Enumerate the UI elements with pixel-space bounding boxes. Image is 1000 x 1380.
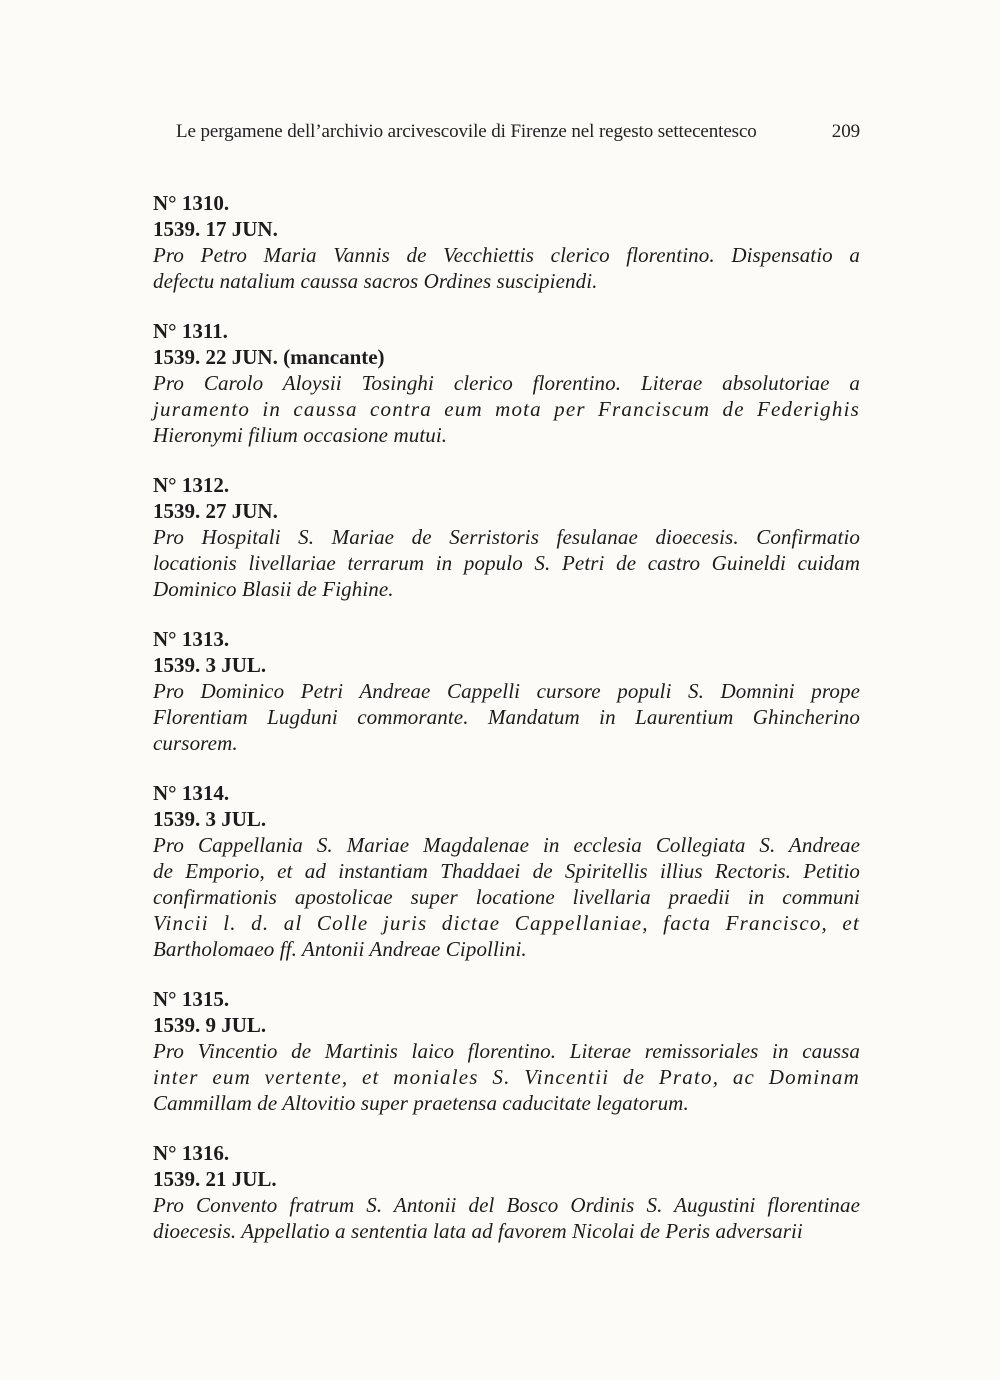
entry-text-line: inter eum vertente, et moniales S. Vincentii de Prato, ac Dominam [153,1065,860,1089]
entry-date: 1539. 21 JUL. [153,1167,277,1191]
entry-text-line: de Emporio, et ad instantiam Thaddaei de Spiritellis illius Rectoris. Petitio [153,859,860,883]
entry-text [153,678,860,756]
entry-text [153,832,860,962]
entry-text-line: locationis livellariae terrarum in populo S. Petri de castro Guineldi cuidam [153,551,860,575]
entry-1316 [153,1140,860,1244]
entry-text-line: Pro Petro Maria Vannis de Vecchiettis clerico florentino. Dispensatio a [153,243,860,267]
entry-1315 [153,986,860,1116]
entry-text [153,524,860,602]
entry-text-line: Cammillam de Altovitio super praetensa caducitate legatorum. [153,1091,689,1115]
entry-text-line: Hieronymi filium occasione mutui. [153,423,448,447]
entry-text-line: Florentiam Lugduni commorante. Mandatum in Laurentium Ghincherino [153,705,860,729]
entry-number: N° 1314. [153,781,230,805]
entry-date: 1539. 17 JUN. [153,217,278,241]
entry-date: 1539. 3 JUL. [153,653,267,677]
entry-date: 1539. 9 JUL. [153,1013,267,1037]
entry-text-line: Vincii l. d. al Colle juris dictae Cappellaniae, facta Francisco, et [153,911,860,935]
header-title: Le pergamene dell’archivio arcivescovile di Firenze nel regesto settecentesco [176,121,757,142]
running-header [176,121,866,143]
entry-text [153,1192,860,1244]
entry-1313 [153,626,860,756]
entry-date: 1539. 27 JUN. [153,499,278,523]
entry-text [153,242,860,294]
entry-number: N° 1310. [153,191,230,215]
entry-text [153,370,860,448]
entry-text-line: Pro Convento fratrum S. Antonii del Bosco Ordinis S. Augustini florentinae [153,1193,860,1217]
entry-text-line: Pro Vincentio de Martinis laico florentino. Literae remissoriales in caussa [153,1039,860,1063]
entry-1312 [153,472,860,602]
entry-text-line: defectu natalium caussa sacros Ordines suscipiendi. [153,269,598,293]
entry-date: 1539. 3 JUL. [153,807,267,831]
entry-number: N° 1312. [153,473,230,497]
entry-text-line: Dominico Blasii de Fighine. [153,577,394,601]
entry-text-line: Pro Cappellania S. Mariae Magdalenae in ecclesia Collegiata S. Andreae [153,833,860,857]
entry-text [153,1038,860,1116]
entry-1314 [153,780,860,962]
entry-date: 1539. 22 JUN. (mancante) [153,345,385,369]
entry-1311 [153,318,860,448]
entry-text-line: dioecesis. Appellatio a sententia lata ad favorem Nicolai de Peris adversarii [153,1219,803,1243]
entry-text-line: Bartholomaeo ff. Antonii Andreae Cipollini. [153,937,527,961]
entry-number: N° 1316. [153,1141,230,1165]
entry-number: N° 1313. [153,627,230,651]
entry-text-line: Pro Carolo Aloysii Tosinghi clerico florentino. Literae absolutoriae a [153,371,860,395]
entry-text-line: juramento in caussa contra eum mota per Franciscum de Federighis [153,397,860,421]
entry-text-line: confirmationis apostolicae super locatione livellaria praedii in communi [153,885,860,909]
entry-number: N° 1311. [153,319,228,343]
entry-text-line: cursorem. [153,731,238,755]
entry-text-line: Pro Dominico Petri Andreae Cappelli cursore populi S. Domnini prope [153,679,860,703]
page-number: 209 [831,121,860,142]
entry-list [153,190,860,1268]
entry-number: N° 1315. [153,987,230,1011]
entry-1310 [153,190,860,294]
entry-text-line: Pro Hospitali S. Mariae de Serristoris fesulanae dioecesis. Confirmatio [153,525,860,549]
